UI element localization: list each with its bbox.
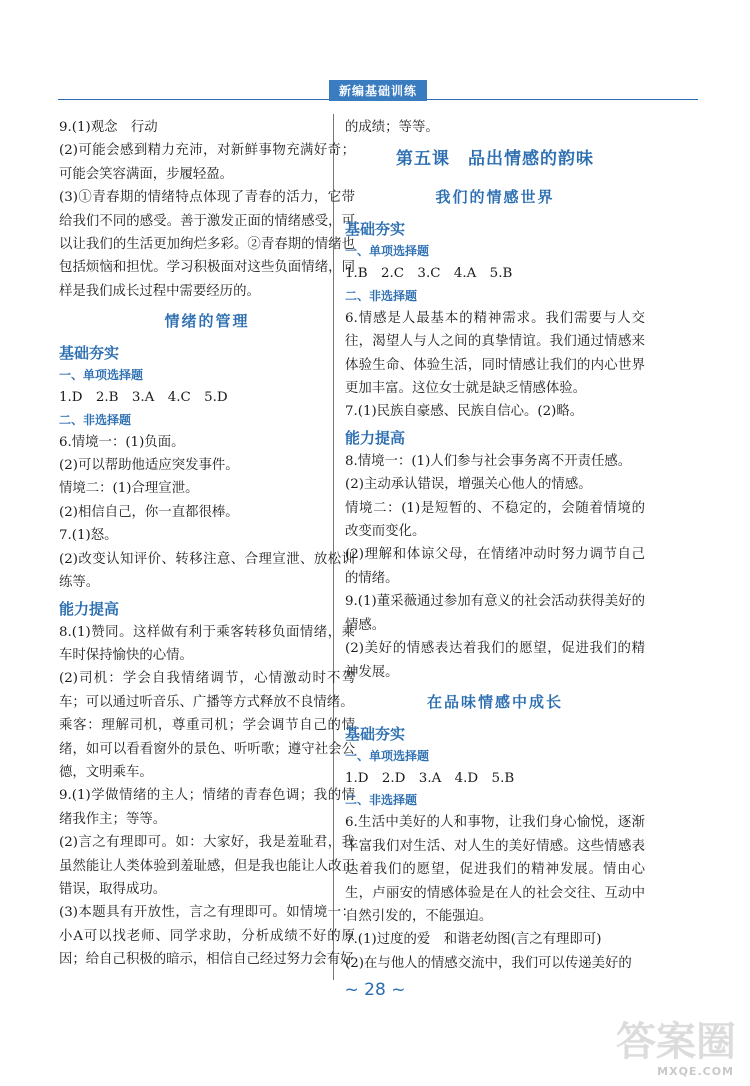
heading-single-choice: 一、单项选择题 <box>345 244 430 259</box>
heading-single-choice: 一、单项选择题 <box>59 368 144 383</box>
answer-line: 6.生活中美好的人和事物，让我们身心愉悦，逐渐丰富我们对生活、对人生的美好情感。这些情感表达着我们的愿望，促进我们的精神发展。情由心生，卢丽安的情感体验是在人的社会交往、互动中自然引发的，不能强迫。 <box>345 815 645 924</box>
answer-line: 8.(1)赞同。这样做有利于乘客转移负面情绪，乘车时保持愉快的心情。 <box>59 624 355 663</box>
answer-line: (2)可以帮助他适应突发事件。 <box>59 458 239 474</box>
heading-non-choice: 二、非选择题 <box>345 288 418 303</box>
answer-line: 9.(1)学做情绪的主人；情绪的青春色调；我的情绪我作主；等等。 <box>59 788 355 827</box>
section-title-grow-in-emotion: 在品味情感中成长 <box>426 692 563 711</box>
answer-line: 7.(1)民族自豪感、民族自信心。(2)略。 <box>345 404 584 420</box>
heading-jichu: 基础夯实 <box>345 724 406 743</box>
left-column <box>59 116 355 972</box>
heading-jichu: 基础夯实 <box>345 220 406 239</box>
heading-non-choice: 二、非选择题 <box>59 412 132 427</box>
page-number: ~ 28 ~ <box>344 980 406 1000</box>
heading-jichu: 基础夯实 <box>59 344 120 363</box>
single-choice-answers: 1.D 2.D 3.A 4.D 5.B <box>345 770 515 786</box>
answer-line: 6.情感是人最基本的精神需求。我们需要与人交往，渴望人与人之间的真挚情谊。我们通过情感来体验生命、体验生活，同时情感让我们的内心世界更加丰富。这位女士就是缺乏情感体验。 <box>345 310 645 397</box>
heading-nengli: 能力提高 <box>59 599 120 618</box>
answer-line: 7.(1)怒。 <box>59 528 118 544</box>
header-title: 新编基础训练 <box>329 80 427 101</box>
lesson-title: 第五课 品出情感的韵味 <box>396 149 594 170</box>
answer-line: 9.(1)董采薇通过参加有意义的社会活动获得美好的情感。 <box>345 594 645 633</box>
answer-line: (2)在与他人的情感交流中，我们可以传递美好的 <box>345 955 632 971</box>
answer-line: (2)理解和体谅父母，在情绪冲动时努力调节自己的情绪。 <box>345 547 645 586</box>
watermark <box>613 1010 738 1080</box>
answer-line: 8.情境一：(1)人们参与社会事务离不开责任感。 <box>345 453 632 469</box>
answer-line: 情境二：(1)合理宣泄。 <box>59 481 199 497</box>
answer-line: (2)改变认知评价、转移注意、合理宣泄、放松训练等。 <box>59 551 355 591</box>
answer-line: (2)言之有理即可。如：大家好，我是羞耻君，我虽然能让人类体验到羞耻感，但是我也能让人改正错误，取得成功。 <box>59 835 355 897</box>
answer-line: (2)相信自己，你一直都很棒。 <box>59 504 239 520</box>
answer-line: 乘客：理解司机，尊重司机；学会调节自己的情绪，如可以看看窗外的景色、听听歌；遵守社会公德，文明乘车。 <box>59 718 355 780</box>
section-title-emotional-world: 我们的情感世界 <box>435 188 555 207</box>
answer-line: 6.情境一：(1)负面。 <box>59 434 185 450</box>
answer-line: (2)美好的情感表达着我们的愿望，促进我们的精神发展。 <box>345 641 645 680</box>
heading-non-choice: 二、非选择题 <box>345 793 418 808</box>
single-choice-answers: 1.B 2.C 3.C 4.A 5.B <box>345 266 513 282</box>
answer-line: (2)主动承认错误，增强关心他人的情感。 <box>345 477 592 493</box>
heading-nengli: 能力提高 <box>345 428 406 447</box>
right-column <box>345 116 645 975</box>
watermark-logo: 答案圈 <box>616 1019 736 1065</box>
section-title-emotion-management: 情绪的管理 <box>164 312 250 331</box>
answer-line: (2)司机：学会自我情绪调节，心情激动时不驾车；可以通过听音乐、广播等方式释放不良情绪。 <box>59 671 355 710</box>
answer-line: (3)本题具有开放性，言之有理即可。如情境一：小A可以找老师、同学求助，分析成绩不好的原因；给自己积极的暗示，相信自己经过努力会有好 <box>59 905 355 968</box>
watermark-site: MXQE.COM <box>657 1065 734 1078</box>
heading-single-choice: 一、单项选择题 <box>345 748 430 763</box>
page-header <box>58 80 698 102</box>
answer-line: 9.(1)观念 行动 <box>59 120 158 135</box>
answer-line: 7.(1)过度的爱 和谐老幼图(言之有理即可) <box>345 932 602 948</box>
answer-line: (3)①青春期的情绪特点体现了青春的活力，它带给我们不同的感受。善于激发正面的情绪感受，可以让我们的生活更加绚烂多彩。②青春期的情绪也包括烦恼和担忧。学习积极面对这些负面情绪，同样是我们成长过程中需要经历的。 <box>59 190 355 299</box>
answer-line: 情境二：(1)是短暂的、不稳定的，会随着情境的改变而变化。 <box>345 500 645 540</box>
single-choice-answers: 1.D 2.B 3.A 4.C 5.D <box>59 390 228 406</box>
answer-line: 的成绩；等等。 <box>345 120 439 135</box>
answer-line: (2)可能会感到精力充沛，对新鲜事物充满好奇；可能会笑容满面，步履轻盈。 <box>59 143 355 182</box>
